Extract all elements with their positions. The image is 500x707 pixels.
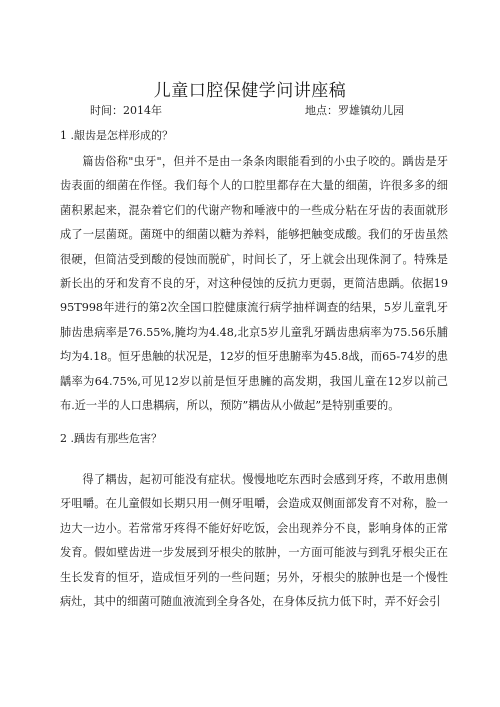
section-paragraph: 得了耦齿，起初可能没有症状。慢慢地吃东西时会感到牙疼，不敢用患侧牙咀嚼。在儿童假如长期只用一侧牙咀嚼，会造成双侧面部发育不对称，脸一边大一边小。若常常牙疼得不能好好吃饭，会出现养分不良，影响身体的正常发育。假如壁齿进一步发展到牙根尖的脓肿，一方面可能波与到乳牙根尖正在生长发育的恒牙，造成恒牙列的一些问题；另外，牙根尖的脓肿也是一个慢性病灶，其中的细菌可随血液流到全身各处，在身体反抗力低下时，弄不好会引 [60, 473, 448, 609]
document-meta [90, 102, 410, 118]
document-title: 儿童口腔保健学问讲座稿 [153, 81, 347, 101]
section-heading: 1 .龈齿是怎样形成的？ [60, 129, 173, 142]
meta-time: 时间：2014年 [90, 104, 162, 117]
section-heading: 2 .踽齿有那些危害？ [60, 432, 162, 445]
meta-location: 地点：罗雄镇幼儿园 [305, 104, 404, 117]
section-paragraph: 篇齿俗称"虫牙"，但并不是由一条条肉眼能看到的小虫子咬的。踽齿是牙齿表面的细菌在作怪。我们每个人的口腔里都存在大量的细菌，许很多多的细菌积累起来，混杂着它们的代谢产物和唾液中的一些成分粘在牙齿的表面就形成了一层菌斑。菌斑中的细菌以糖为养料，能够把触变成酸。我们的牙齿虽然很硬，但简洁受到酸的侵蚀而脱矿，时间长了，牙上就会出现侏洞了。特殊是新长出的牙和发育不良的牙，对这种侵蚀的反抗力更弱，更简洁患踽。依据1995T998年进行的第2次全国口腔健康流行病学抽样调查的结果，5岁儿童乳牙肺齿患病率是76.55%,腌均为4.48,北京5岁儿童乳牙踽齿患病率为75.56乐脯均为4.18。恒牙患触的状况是，12岁的恒牙患腑率为45.8战，而65-74岁的患龋率为64.75%,可见12岁以前是恒牙患臃的高发期，我国儿童在12岁以前己布.近一半的人口患耦病，所以，预防”耦齿从小做起”是特别重要的。 [60, 155, 448, 413]
